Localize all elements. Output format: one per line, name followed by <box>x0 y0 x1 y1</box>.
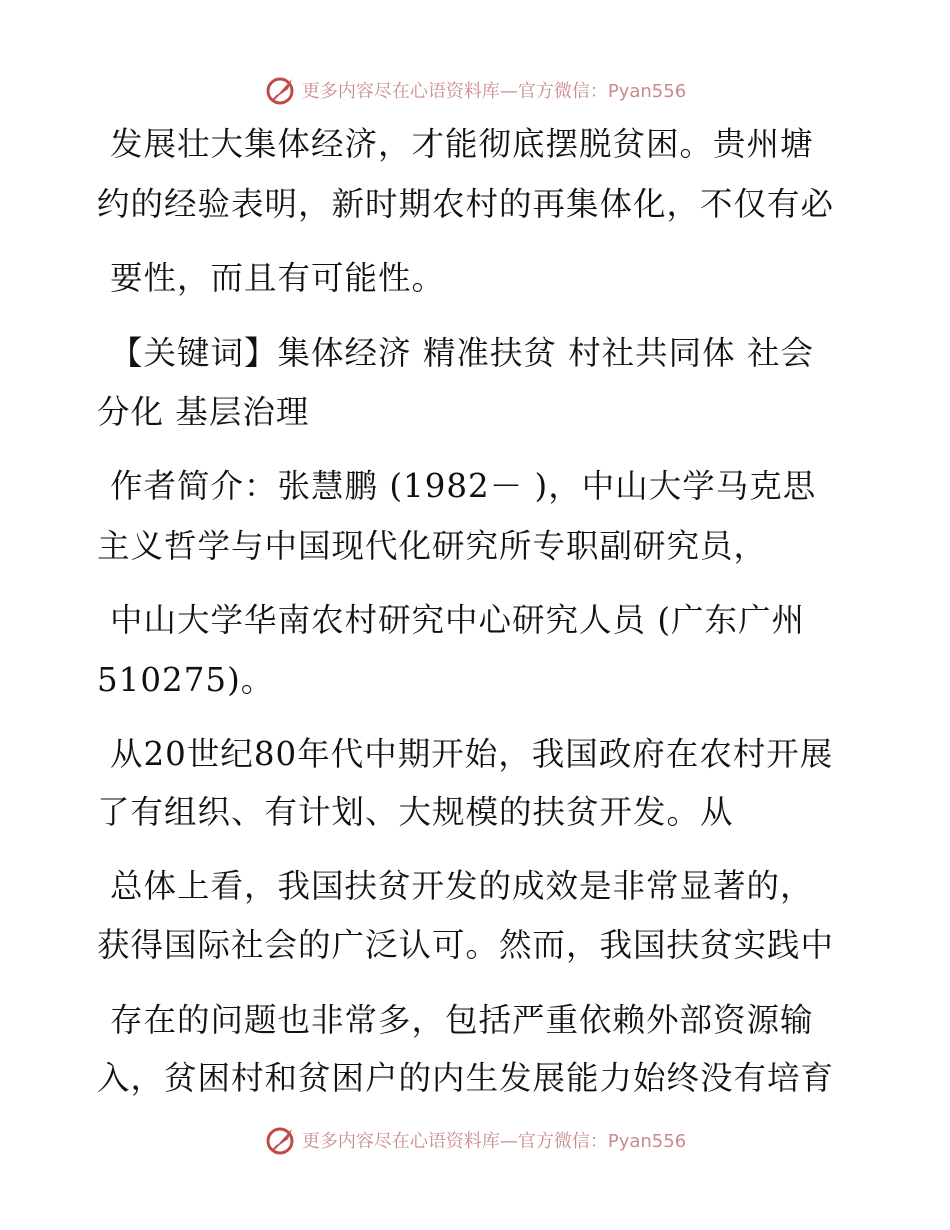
text-line: 要性，而且有可能性。 <box>110 259 446 297</box>
text-line: 获得国际社会的广泛认可。然而，我国扶贫实践中 <box>97 926 835 964</box>
author-line: 510275)。 <box>97 661 275 699</box>
watermark-banner-top <box>0 70 950 110</box>
watermark-text: 更多内容尽在心语资料库—官方微信：Pyan556 <box>301 81 687 102</box>
author-line: 中山大学华南农村研究中心研究人员 (广东广州 <box>110 601 806 639</box>
quill-logo-icon <box>264 1123 298 1157</box>
keywords-line: 【关键词】集体经济 精准扶贫 村社共同体 社会 <box>110 334 814 372</box>
keywords-line: 分化 基层治理 <box>97 393 310 431</box>
text-line: 了有组织、有计划、大规模的扶贫开发。从 <box>97 793 734 831</box>
author-line: 作者简介：张慧鹏 (1982－ )，中山大学马克思 <box>110 467 817 505</box>
author-line: 主义哲学与中国现代化研究所专职副研究员， <box>97 527 768 565</box>
text-line: 从20世纪80年代中期开始，我国政府在农村开展 <box>110 735 834 773</box>
text-line: 约的经验表明，新时期农村的再集体化，不仅有必 <box>97 185 835 223</box>
text-line: 发展壮大集体经济，才能彻底摆脱贫困。贵州塘 <box>110 125 814 163</box>
text-line: 总体上看，我国扶贫开发的成效是非常显著的， <box>110 867 814 905</box>
text-line: 入，贫困村和贫困户的内生发展能力始终没有培育 <box>97 1059 835 1097</box>
quill-logo-icon <box>264 73 298 107</box>
text-line: 存在的问题也非常多，包括严重依赖外部资源输 <box>110 1001 814 1039</box>
watermark-text: 更多内容尽在心语资料库—官方微信：Pyan556 <box>301 1131 687 1152</box>
watermark-banner-bottom <box>0 1120 950 1160</box>
